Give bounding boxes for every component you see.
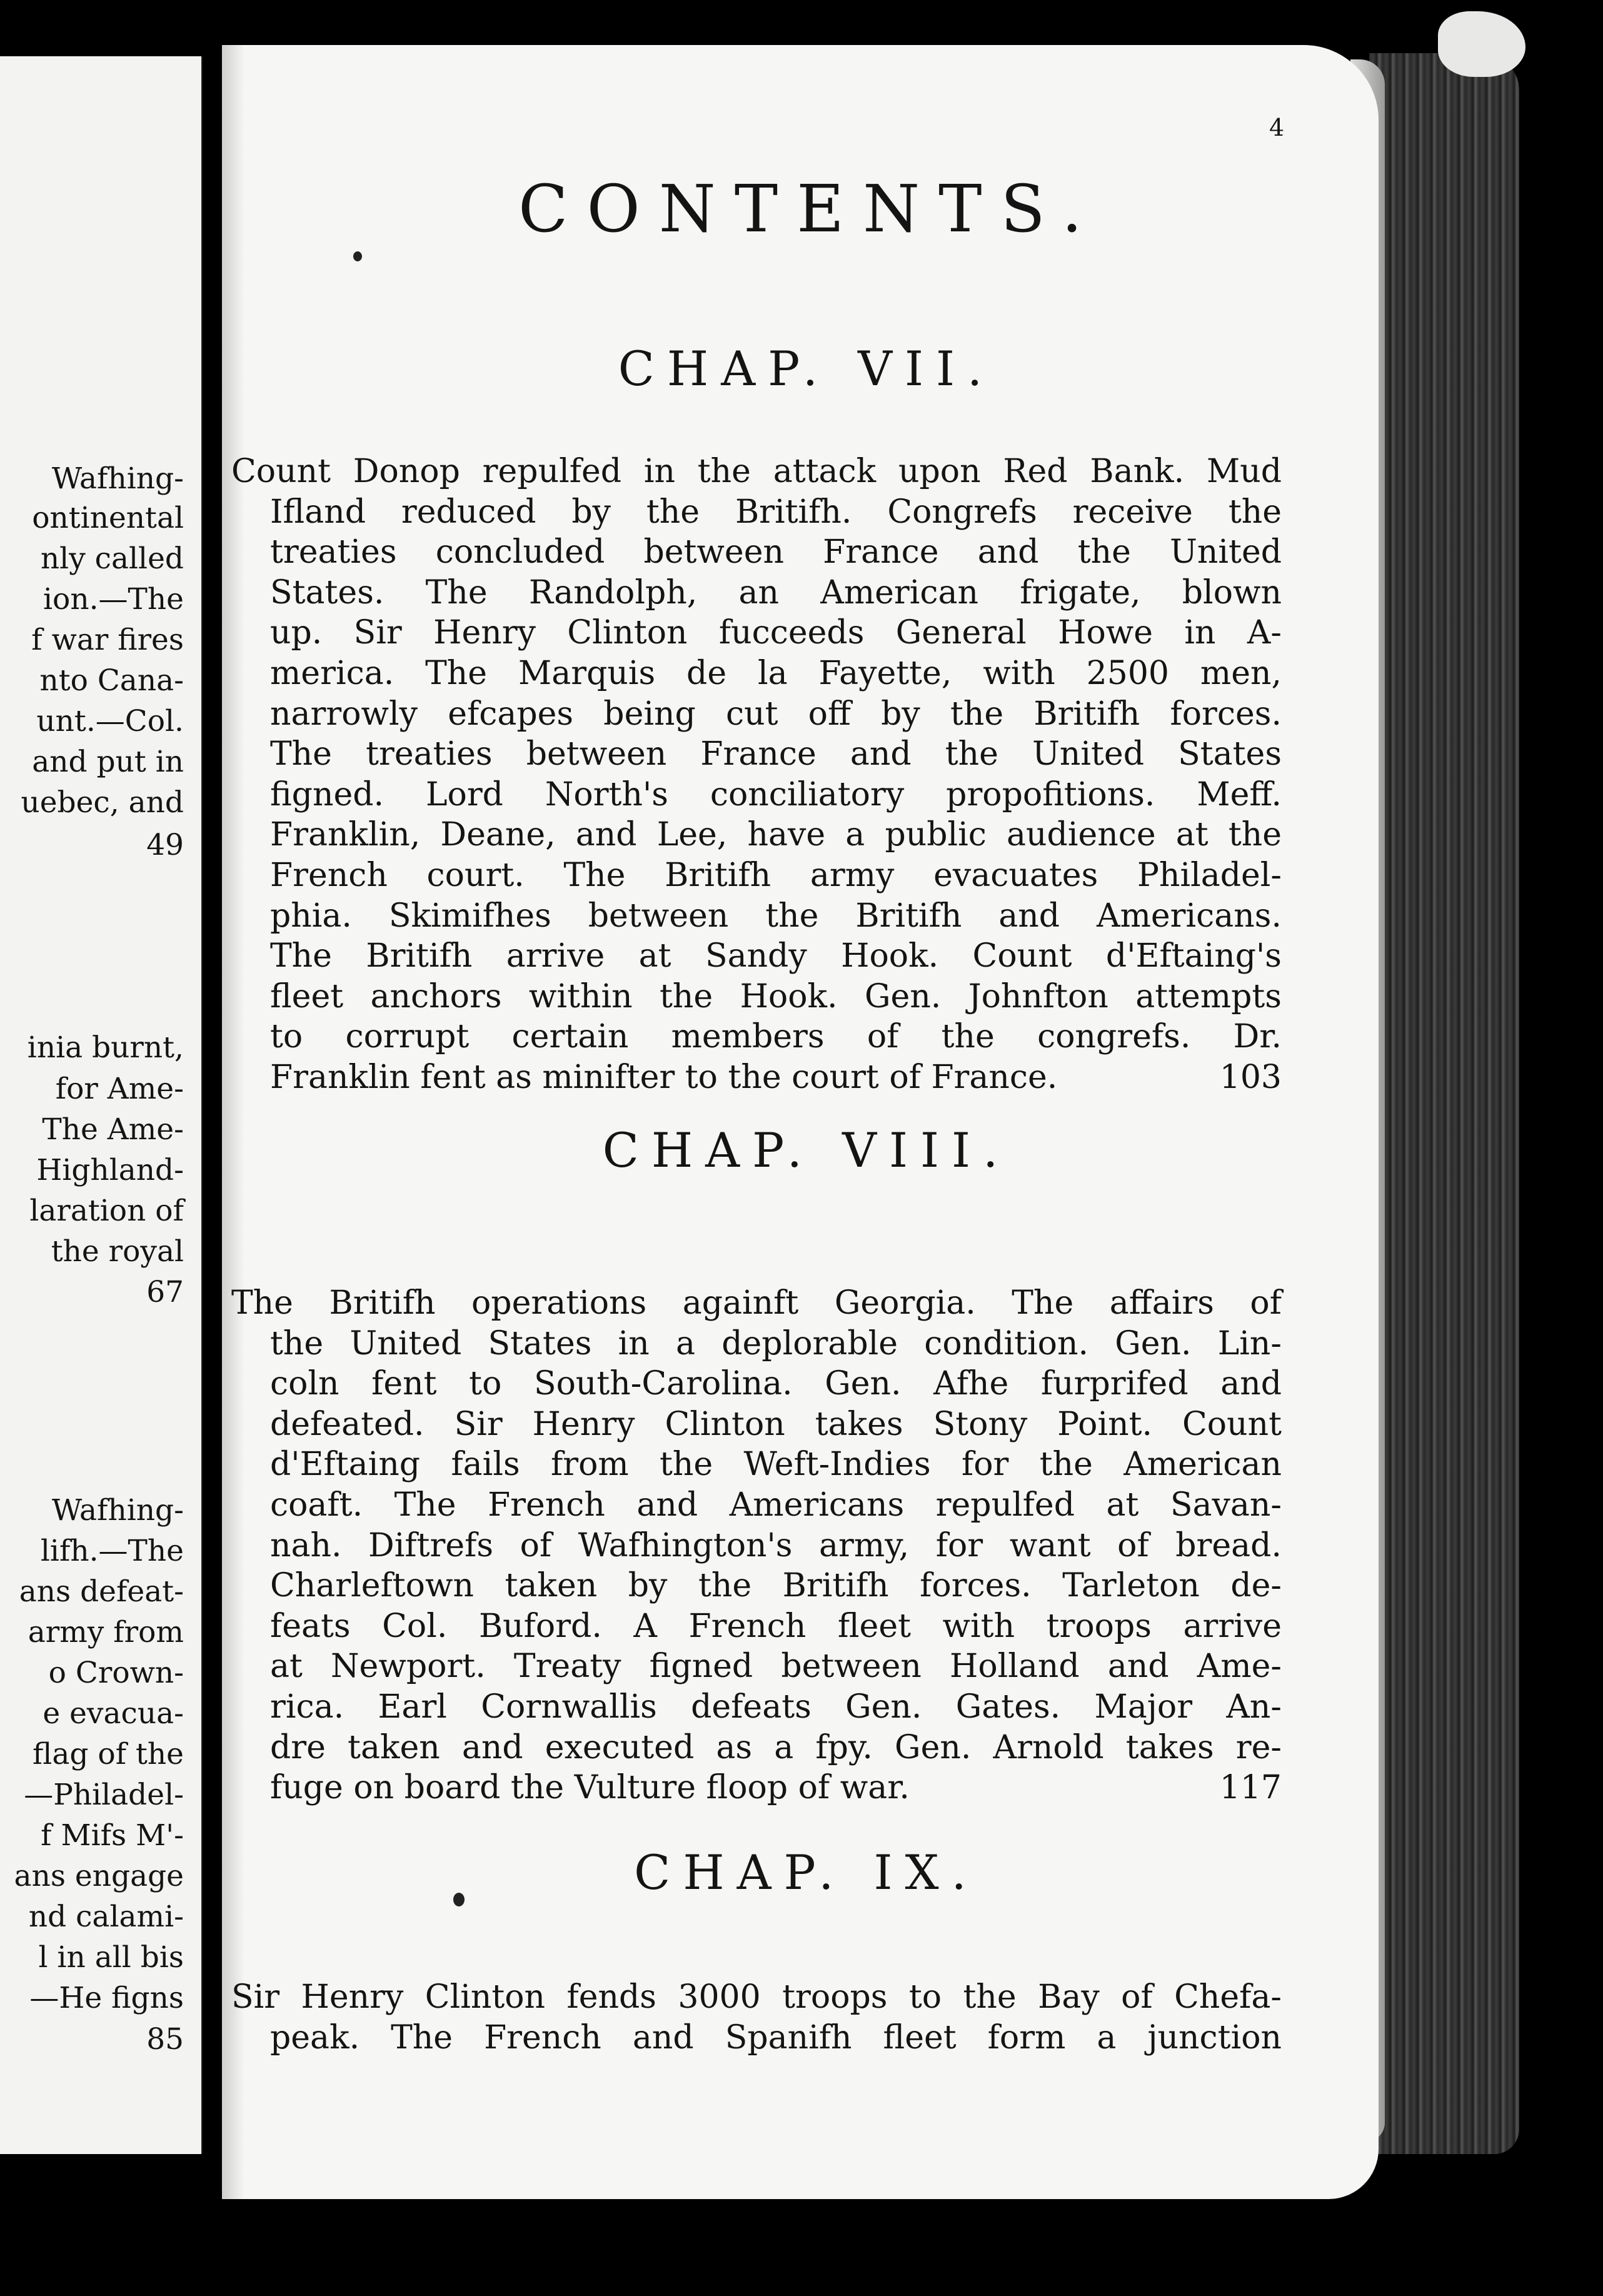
summary-line: the United States in a deplorable condition. Gen. Lin- [270, 1324, 1282, 1362]
contents-title: CONTENTS. [518, 171, 1102, 247]
summary-line: States. The Randolph, an American frigate, blown [270, 573, 1282, 612]
left-line: lifh.—The [40, 1534, 184, 1568]
chapter-page-reference: 103 [1219, 1058, 1282, 1096]
summary-line: Ifland reduced by the Britifh. Congrefs receive the [270, 493, 1282, 531]
left-line: —Philadel- [24, 1778, 184, 1812]
summary-line: The Britifh operations againft Georgia. The affairs of [231, 1284, 1282, 1322]
summary-line: defeated. Sir Henry Clinton takes Stony Point. Count [270, 1405, 1282, 1443]
paper-damage-blot [1438, 11, 1525, 77]
summary-line-last [231, 1768, 1282, 1808]
summary-line: Charleftown taken by the Britifh forces. Tarleton de- [270, 1567, 1282, 1605]
summary-line-last [231, 1057, 1282, 1098]
summary-line: Sir Henry Clinton fends 3000 troops to the Bay of Chefa- [231, 1978, 1282, 2016]
chapter-title-ix: CHAP. IX. [634, 1845, 979, 1900]
left-line: o Crown- [48, 1656, 184, 1690]
summary-line: The Britifh arrive at Sandy Hook. Count d'Eftaing's [270, 937, 1282, 975]
summary-line: phia. Skimifhes between the Britifh and Americans. [270, 897, 1282, 935]
summary-line: Franklin, Deane, and Lee, have a public audience at the [270, 816, 1282, 854]
summary-line: rica. Earl Cornwallis defeats Gen. Gates. Major An- [270, 1688, 1282, 1726]
summary-line: at Newport. Treaty figned between Holland and Ame- [270, 1648, 1282, 1686]
left-line: uebec, and [21, 785, 184, 820]
summary-line: treaties concluded between France and the United [270, 533, 1282, 571]
left-line: ans defeat- [19, 1574, 184, 1609]
chapter-vii-summary [231, 451, 1282, 1098]
left-page-number: 49 [146, 828, 184, 862]
summary-line: to corrupt certain members of the congrefs. Dr. [270, 1018, 1282, 1056]
left-line: nto Cana- [39, 663, 184, 698]
left-line: and put in [32, 745, 184, 779]
book-page-edges [1369, 53, 1519, 2154]
summary-line: merica. The Marquis de la Fayette, with 2500 men, [270, 654, 1282, 692]
left-line: Wafhing- [51, 461, 184, 496]
ink-speck [453, 1893, 465, 1906]
summary-line: peak. The French and Spanifh fleet form a junction [270, 2018, 1282, 2057]
left-line: inia burnt, [27, 1030, 184, 1065]
summary-line: nah. Diftrefs of Wafhington's army, for want of bread. [270, 1526, 1282, 1564]
left-line: Highland- [36, 1153, 184, 1187]
summary-line: d'Eftaing fails from the Weft-Indies for the American [270, 1446, 1282, 1484]
left-line: l in all bis [38, 1940, 184, 1975]
summary-line: figned. Lord North's conciliatory propofitions. Meff. [270, 775, 1282, 813]
left-line: Wafhing- [51, 1493, 184, 1528]
left-page-number: 85 [146, 2022, 184, 2057]
left-line: flag of the [33, 1737, 184, 1771]
left-line: unt.—Col. [36, 704, 184, 738]
chapter-ix-summary [231, 1977, 1282, 2058]
chapter-viii-summary [231, 1283, 1282, 1808]
left-line: for Ame- [55, 1072, 184, 1106]
chapter-page-reference: 117 [1219, 1769, 1282, 1807]
left-line: e evacua- [43, 1696, 184, 1731]
left-line: f war fires [31, 623, 184, 657]
left-page-number: 67 [146, 1275, 184, 1309]
summary-line: fleet anchors within the Hook. Gen. Johnfton attempts [270, 977, 1282, 1015]
left-line: nd calami- [28, 1900, 184, 1934]
left-line: ontinental [32, 501, 184, 535]
summary-line: fuge on board the Vulture floop of war. [270, 1769, 910, 1807]
left-line: ans engage [14, 1859, 184, 1893]
summary-line: coaft. The French and Americans repulfed at Savan- [270, 1486, 1282, 1524]
left-line: f Mifs M'- [41, 1818, 184, 1853]
left-line: —He figns [29, 1981, 184, 2015]
left-line: laration of [29, 1194, 184, 1228]
left-line: The Ame- [42, 1112, 184, 1147]
summary-line: dre taken and executed as a fpy. Gen. Arnold takes re- [270, 1728, 1282, 1766]
left-line: the royal [51, 1234, 184, 1269]
summary-line: French court. The Britifh army evacuates Philadel- [270, 856, 1282, 894]
summary-line: The treaties between France and the United States [270, 735, 1282, 773]
summary-line: up. Sir Henry Clinton fucceeds General Howe in A- [270, 614, 1282, 652]
summary-line: Franklin fent as minifter to the court of France. [270, 1058, 1058, 1096]
summary-line: narrowly efcapes being cut off by the Britifh forces. [270, 695, 1282, 733]
left-line: ion.—The [43, 582, 184, 617]
contents-page [222, 45, 1379, 2199]
summary-line: Count Donop repulfed in the attack upon Red Bank. Mud [231, 453, 1282, 490]
page-number: 4 [1269, 114, 1285, 141]
left-line: nly called [40, 541, 184, 576]
ink-speck [353, 251, 362, 261]
summary-line: coln fent to South-Carolina. Gen. Afhe furprifed and [270, 1365, 1282, 1403]
previous-page-fragment [0, 56, 203, 2154]
left-line: army from [28, 1615, 184, 1649]
chapter-title-vii: CHAP. VII. [618, 341, 995, 396]
summary-line: feats Col. Buford. A French fleet with troops arrive [270, 1607, 1282, 1645]
chapter-title-viii: CHAP. VIII. [602, 1122, 1011, 1178]
